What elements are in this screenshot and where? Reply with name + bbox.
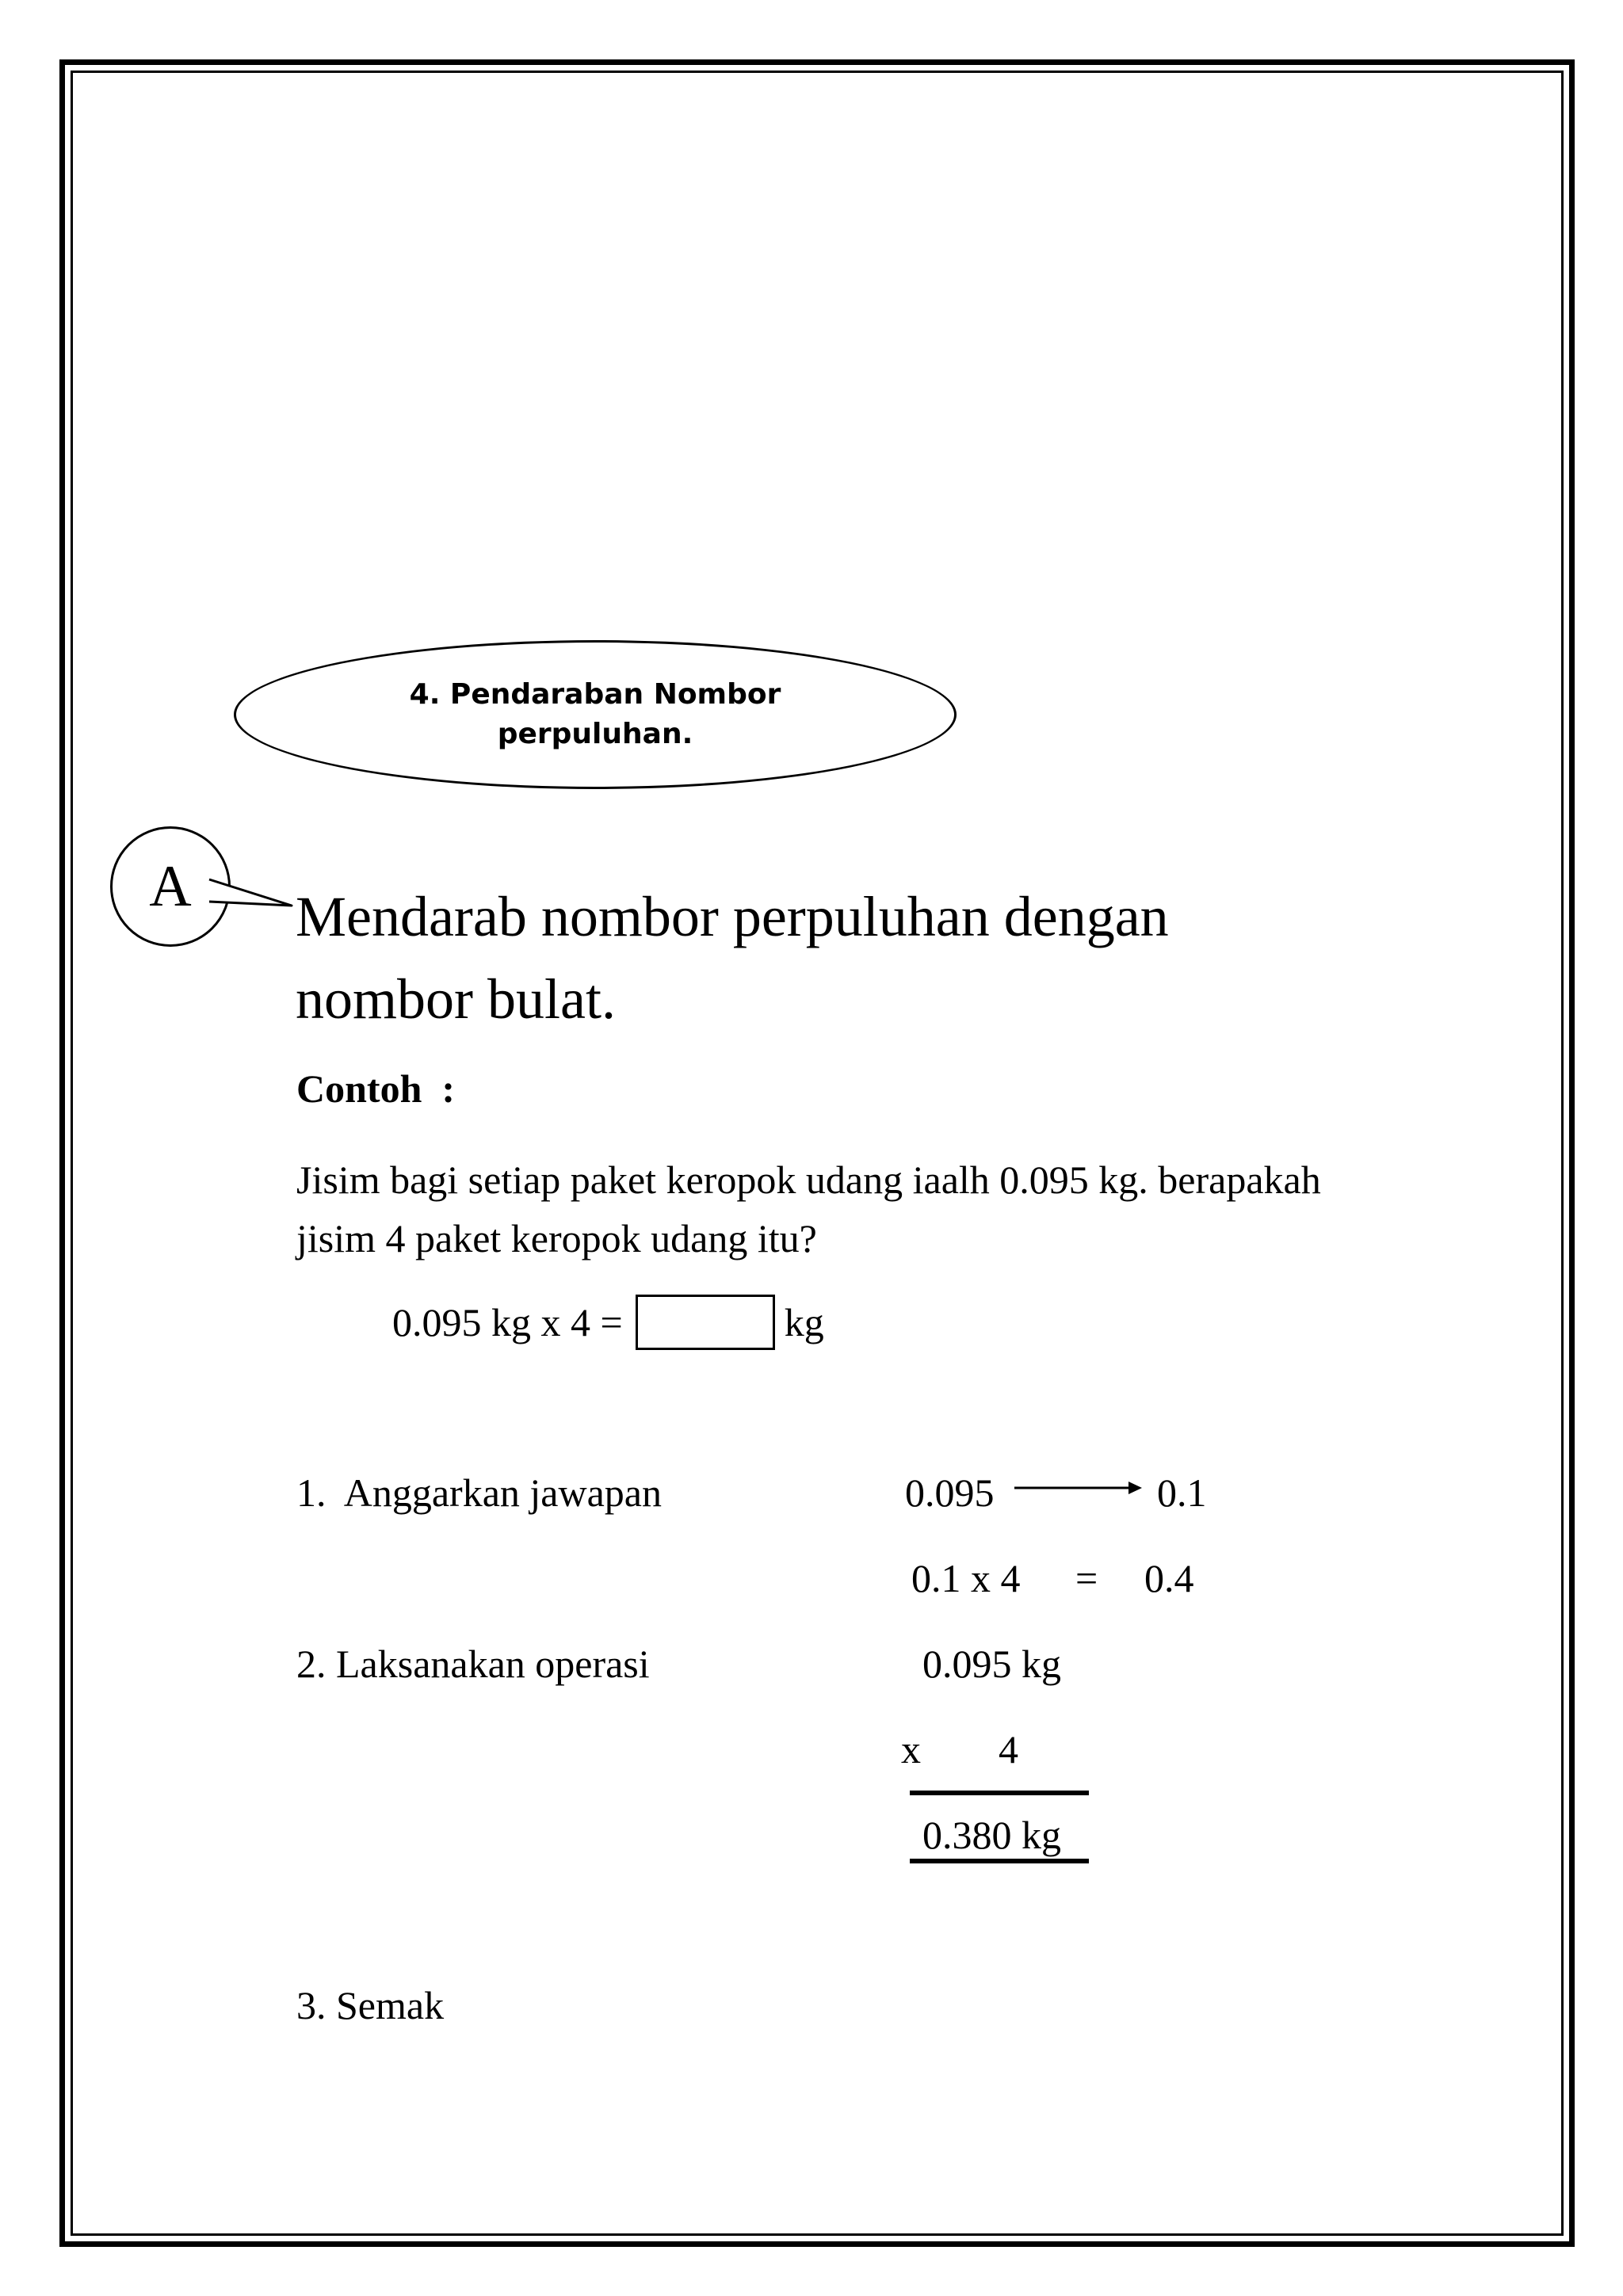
example-label: Contoh : <box>296 1066 456 1111</box>
multiplicand: 0.095 kg <box>922 1642 1061 1686</box>
estimate-from: 0.095 <box>905 1470 995 1515</box>
step-3-label: 3. Semak <box>296 1983 445 2027</box>
equation-unit: kg <box>784 1300 824 1344</box>
multiplier: 4 <box>999 1727 1018 1772</box>
arrow-right-icon <box>1013 1478 1144 1497</box>
example-question-line2: jisim 4 paket keropok udang itu? <box>296 1216 817 1261</box>
topic-title-line2: perpuluhan. <box>497 718 693 750</box>
badge-pointer-icon <box>206 856 293 927</box>
topic-title-ellipse <box>234 640 957 789</box>
step-2-label: 2. Laksanakan operasi <box>296 1642 650 1686</box>
topic-title-line1: 4. Pendaraban Nombor <box>409 678 781 711</box>
estimate-result: 0.4 <box>1144 1556 1194 1600</box>
example-equation <box>392 1293 824 1352</box>
section-heading-line1: Mendarab nombor perpuluhan dengan <box>296 885 1169 948</box>
section-heading-line2: nombor bulat. <box>296 967 616 1031</box>
example-question-line1: Jisim bagi setiap paket keropok udang iaalh 0.095 kg. berapakah <box>296 1158 1321 1202</box>
section-badge: A <box>110 826 231 947</box>
example-question <box>296 1150 1485 1268</box>
answer-box <box>636 1295 775 1350</box>
step-1-label: 1. Anggarkan jawapan <box>296 1470 662 1515</box>
product-top-rule <box>910 1791 1089 1795</box>
estimate-equals: = <box>1075 1556 1098 1600</box>
section-heading <box>296 875 1484 1040</box>
multiply-operator: x <box>901 1727 921 1772</box>
topic-title <box>389 675 801 754</box>
product-bottom-rule <box>910 1859 1089 1863</box>
estimate-to: 0.1 <box>1157 1470 1207 1515</box>
estimate-expression: 0.1 x 4 <box>911 1556 1021 1600</box>
equation-left: 0.095 kg x 4 = <box>392 1300 623 1344</box>
product: 0.380 kg <box>922 1813 1061 1857</box>
